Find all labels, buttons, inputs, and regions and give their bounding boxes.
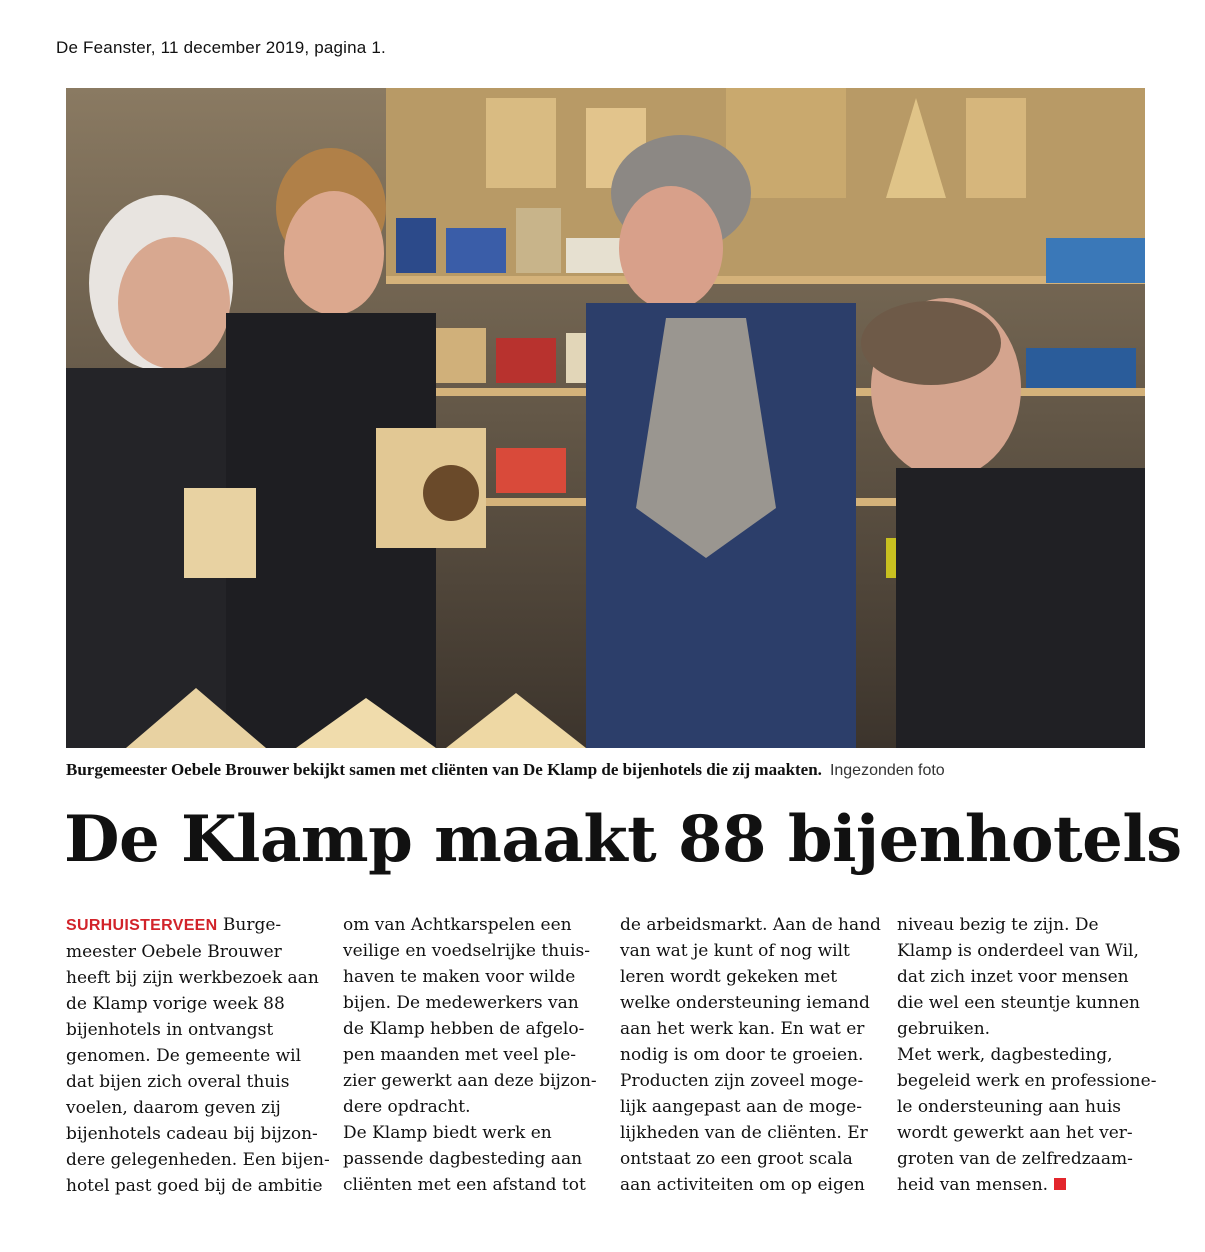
article-line [66, 912, 328, 939]
article-line: Producten zijn zoveel moge- [620, 1071, 864, 1091]
article-line [897, 1172, 1159, 1198]
article-line: niveau bezig te zijn. De [897, 915, 1099, 935]
article-line: pen maanden met veel ple- [343, 1045, 577, 1065]
end-of-article-mark [1054, 1178, 1066, 1190]
article-line: welke ondersteuning iemand [620, 993, 870, 1013]
article-line: gebruiken. [897, 1019, 991, 1039]
article-line: De Klamp biedt werk en [343, 1123, 552, 1143]
article-line: van wat je kunt of nog wilt [620, 941, 850, 961]
article-line: aan activiteiten om op eigen [620, 1175, 865, 1195]
article-line: dere gelegenheden. Een bijen- [66, 1150, 330, 1170]
article-line: Met werk, dagbesteding, [897, 1045, 1113, 1065]
article-line: dat zich inzet voor mensen [897, 967, 1129, 987]
article-column-1 [66, 912, 328, 1199]
article-line: zier gewerkt aan deze bijzon- [343, 1071, 597, 1091]
article-photo [66, 88, 1145, 748]
article-line: bijenhotels cadeau bij bijzon- [66, 1124, 318, 1144]
article-line: lijkheden van de cliënten. Er [620, 1123, 868, 1143]
article-line: dat bijen zich overal thuis [66, 1072, 290, 1092]
article-line: de Klamp vorige week 88 [66, 994, 285, 1014]
article-line: hotel past goed bij de ambitie [66, 1176, 323, 1196]
article-line: haven te maken voor wilde [343, 967, 576, 987]
photo-illustration [66, 88, 1145, 748]
article-line-text: heid van mensen. [897, 1175, 1049, 1195]
caption-text: Burgemeester Oebele Brouwer bekijkt samen met cliënten van De Klamp de bijenhotels die zij maakten. [66, 760, 822, 779]
article-line: voelen, daarom geven zij [66, 1098, 281, 1118]
article-column-2 [343, 912, 605, 1198]
photo-caption [66, 760, 1145, 781]
article-line: om van Achtkarspelen een [343, 915, 572, 935]
article-line: lijk aangepast aan de moge- [620, 1097, 863, 1117]
article-column-4 [897, 912, 1159, 1198]
article-line: groten van de zelfredzaam- [897, 1149, 1133, 1169]
article-line: veilige en voedselrijke thuis- [343, 941, 590, 961]
article-line: begeleid werk en professione- [897, 1071, 1157, 1091]
article-line: bijen. De medewerkers van [343, 993, 579, 1013]
article-line: passende dagbesteding aan [343, 1149, 583, 1169]
article-line: de Klamp hebben de afgelo- [343, 1019, 585, 1039]
article-line: de arbeidsmarkt. Aan de hand [620, 915, 881, 935]
article-line: Klamp is onderdeel van Wil, [897, 941, 1139, 961]
article-line: meester Oebele Brouwer [66, 942, 282, 962]
photo-credit: Ingezonden foto [829, 762, 945, 779]
article-line: wordt gewerkt aan het ver- [897, 1123, 1133, 1143]
article-line: nodig is om door te groeien. [620, 1045, 864, 1065]
article-line: aan het werk kan. En wat er [620, 1019, 865, 1039]
article-line: genomen. De gemeente wil [66, 1046, 302, 1066]
article-headline: De Klamp maakt 88 bijenhotels [64, 802, 1182, 877]
article-line: die wel een steuntje kunnen [897, 993, 1140, 1013]
dateline: SURHUISTERVEEN [66, 917, 218, 934]
article-line: ontstaat zo een groot scala [620, 1149, 853, 1169]
article-line-text: Burge- [217, 915, 282, 935]
article-line: heeft bij zijn werkbezoek aan [66, 968, 319, 988]
article-column-3 [620, 912, 882, 1198]
article-line: dere opdracht. [343, 1097, 471, 1117]
article-line: le ondersteuning aan huis [897, 1097, 1122, 1117]
publication-source: De Feanster, 11 december 2019, pagina 1. [56, 38, 386, 57]
article-line: cliënten met een afstand tot [343, 1175, 586, 1195]
article-line: leren wordt gekeken met [620, 967, 838, 987]
article-line: bijenhotels in ontvangst [66, 1020, 274, 1040]
